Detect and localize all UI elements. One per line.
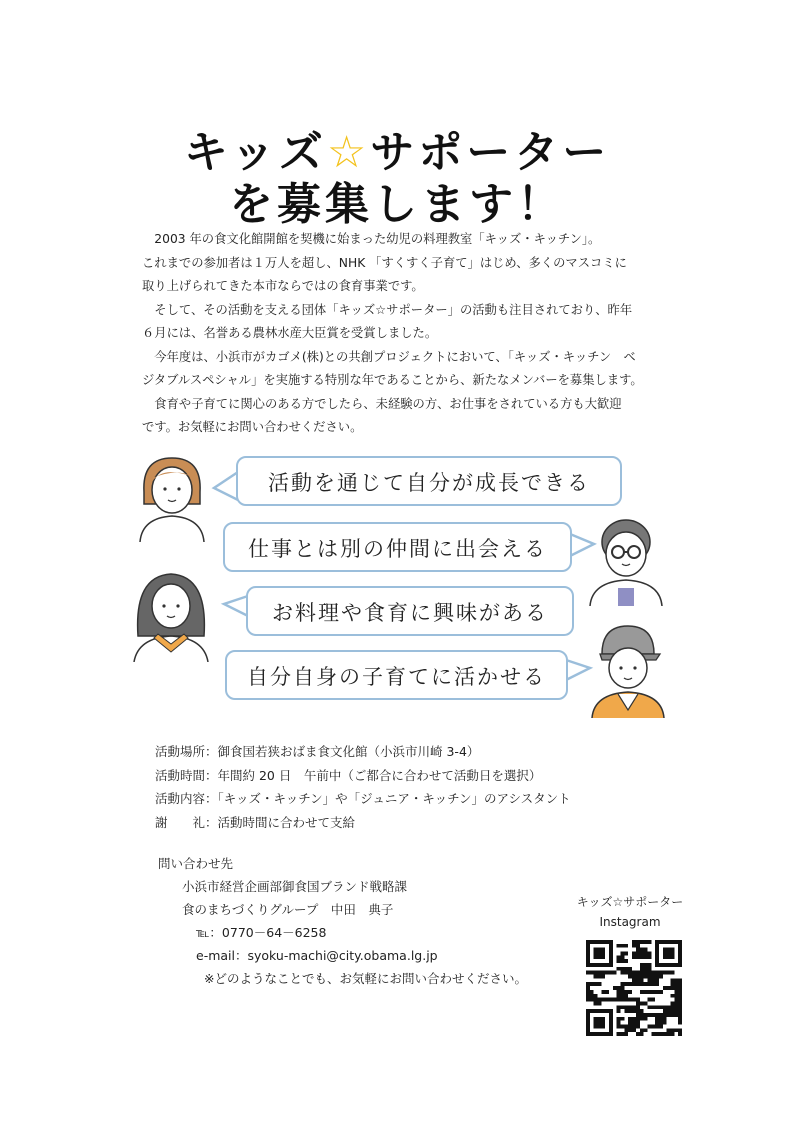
contact-group: 食のまちづくりグループ 中田 典子 [182,902,394,917]
detail-place: 活動場所：御食国若狭おばま食文化館（小浜市川崎 3-4） [155,744,480,759]
bubble-parenting: 自分自身の子育てに活かせる [225,650,568,700]
detail-reward: 謝 礼：活動時間に合わせて支給 [155,814,356,830]
woman-with-cap-illustration [588,620,668,718]
contact-info [158,852,527,990]
bubble-grow: 活動を通じて自分が成長できる [236,456,622,506]
intro-line: 2003 年の食文化館開館を契機に始まった幼児の料理教室「キッズ・キッチン」。 [142,232,601,246]
title-part-kids: キッズ [183,127,327,178]
contact-note: ※どのようなことでも、お気軽にお問い合わせください。 [204,971,527,986]
qr-label-instagram: Instagram [599,915,661,929]
instagram-qr-code[interactable] [586,940,682,1036]
page-title-line2: を募集します！ [229,179,565,230]
star-icon: ☆ [326,127,371,178]
bubble-cooking: お料理や食育に興味がある [246,586,574,636]
qr-label-name: キッズ☆サポーター [576,895,684,909]
title-part-supporter: サポーター [370,127,611,178]
detail-time: 活動時間：年間約 20 日 午前中（ご都合に合わせて活動日を選択） [155,767,542,783]
intro-line: 今年度は、小浜市がカゴメ(株)との共創プロジェクトにおいて、「キッズ・キッチン ベ [142,349,636,364]
bubble-friends: 仕事とは別の仲間に出会える [223,522,572,572]
woman-with-glasses-illustration [586,512,666,606]
intro-line: これまでの参加者は１万人を超し、NHK 「すくすく子育て」はじめ、多くのマスコミに [142,255,627,270]
activity-details [155,740,571,834]
intro-line: です。お気軽にお問い合わせください。 [142,420,363,434]
contact-tel: ℡：0770－64－6258 [196,925,327,940]
intro-line: そして、その活動を支える団体「キッズ☆サポーター」の活動も注目されており、昨年 [142,302,633,317]
woman-illustration-1 [132,452,212,542]
contact-heading: 問い合わせ先 [158,856,234,871]
intro-line: 取り上げられてきた本市ならではの食育事業です。 [142,279,424,293]
detail-content: 活動内容：「キッズ・キッチン」や「ジュニア・キッチン」のアシスタント [155,791,571,806]
contact-email[interactable]: e-mail：syoku-machi@city.obama.lg.jp [196,948,438,963]
intro-line: ジタブルスペシャル」を実施する特別な年であることから、新たなメンバーを募集します。 [142,373,643,387]
intro-line: 食育や子育てに関心のある方でしたら、未経験の方、お仕事をされている方も大歓迎 [142,396,622,411]
woman-long-hair-illustration [128,566,214,662]
contact-dept: 小浜市経営企画部御食国ブランド戦略課 [182,879,408,894]
intro-line: ６月には、名誉ある農林水産大臣賞を受賞しました。 [142,326,438,340]
